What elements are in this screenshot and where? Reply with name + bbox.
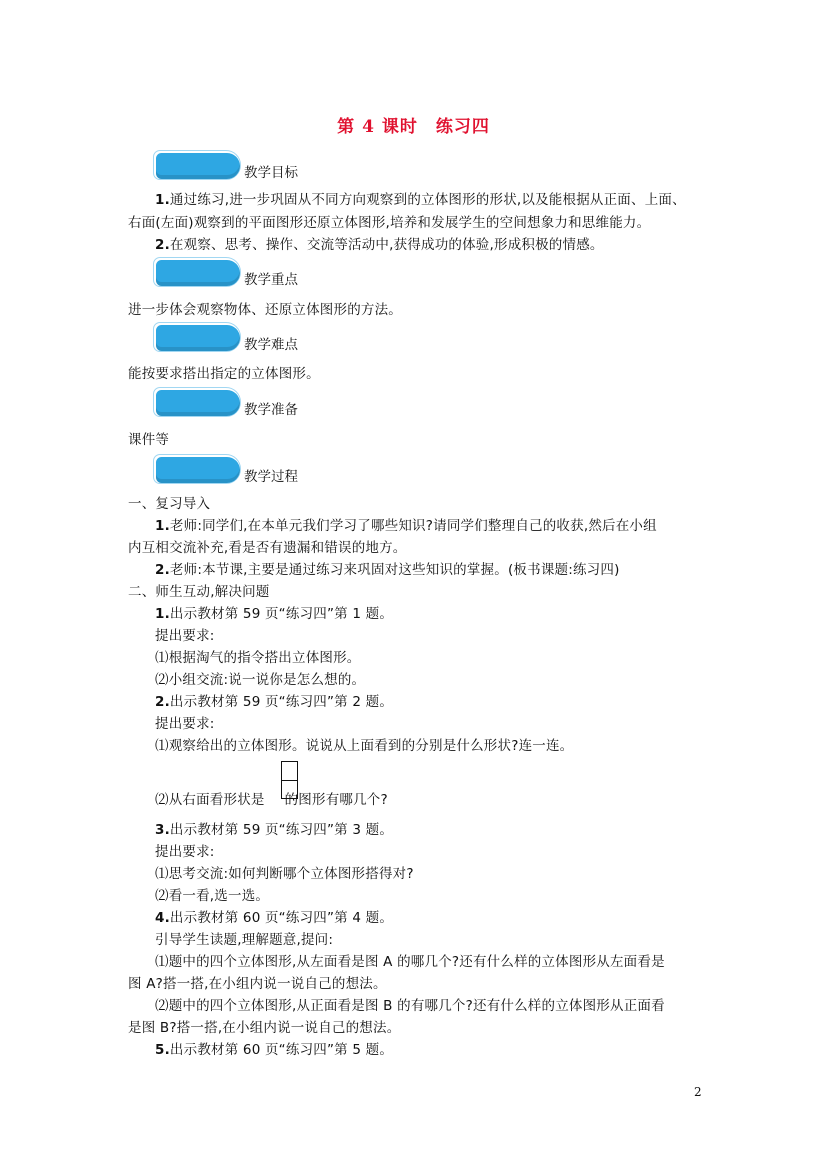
- paragraph-line: ⑵小组交流:说一说你是怎么想的。: [155, 672, 366, 688]
- paragraph-line: 2.在观察、思考、操作、交流等活动中,获得成功的体验,形成积极的情感。: [155, 237, 604, 253]
- section-label: 教学重点: [244, 272, 298, 288]
- paragraph-line: ⑴思考交流:如何判断哪个立体图形搭得对?: [155, 866, 414, 882]
- paragraph-line: 引导学生读题,理解题意,提问:: [155, 932, 334, 948]
- section-tab-decoration: [156, 457, 240, 483]
- paragraph-line: 1.通过练习,进一步巩固从不同方向观察到的立体图形的形状,以及能根据从正面、上面、: [155, 192, 686, 208]
- paragraph-line: ⑵题中的四个立体图形,从正面看是图 B 的有哪几个?还有什么样的立体图形从正面看: [155, 998, 665, 1014]
- paragraph-line: 5.出示教材第 60 页“练习四”第 5 题。: [155, 1042, 394, 1058]
- paragraph-line: 1.出示教材第 59 页“练习四”第 1 题。: [155, 606, 394, 622]
- paragraph-line: 提出要求:: [155, 844, 215, 860]
- paragraph-line: ⑴根据淘气的指令搭出立体图形。: [155, 650, 361, 666]
- section-tab-decoration: [156, 325, 240, 351]
- subheading: 一、复习导入: [128, 496, 211, 512]
- paragraph-line: ⑴观察给出的立体图形。说说从上面看到的分别是什么形状?连一连。: [155, 738, 574, 754]
- paragraph-line: 4.出示教材第 60 页“练习四”第 4 题。: [155, 910, 394, 926]
- paragraph-line: 2.老师:本节课,主要是通过练习来巩固对这些知识的掌握。(板书课题:练习四): [155, 562, 620, 578]
- section-label: 教学目标: [244, 165, 298, 181]
- paragraph-line: 是图 B?搭一搭,在小组内说一说自己的想法。: [128, 1020, 401, 1036]
- page-number: 2: [694, 1085, 702, 1099]
- paragraph-line: ⑵看一看,选一选。: [155, 888, 270, 904]
- page-title: 第 4 课时 练习四: [337, 117, 490, 137]
- section-label: 教学准备: [244, 402, 298, 418]
- paragraph-line: 提出要求:: [155, 716, 215, 732]
- section-tab-decoration: [156, 153, 240, 179]
- paragraph-line: 课件等: [128, 432, 170, 448]
- section-label: 教学难点: [244, 337, 298, 353]
- section-tab-decoration: [156, 260, 240, 286]
- paragraph-line: 右面(左面)观察到的平面图形还原立体图形,培养和发展学生的空间想象力和思维能力。: [128, 215, 651, 231]
- subheading: 二、师生互动,解决问题: [128, 584, 270, 600]
- paragraph-line: 内互相交流补充,看是否有遗漏和错误的地方。: [128, 540, 407, 556]
- paragraph-line: 能按要求搭出指定的立体图形。: [128, 366, 320, 382]
- paragraph-line: 2.出示教材第 59 页“练习四”第 2 题。: [155, 694, 394, 710]
- paragraph-line: 3.出示教材第 59 页“练习四”第 3 题。: [155, 822, 394, 838]
- paragraph-line: 提出要求:: [155, 628, 215, 644]
- paragraph-line: 图 A?搭一搭,在小组内说一说自己的想法。: [128, 976, 387, 992]
- two-square-shape-icon: [281, 761, 298, 799]
- paragraph-line: ⑴题中的四个立体图形,从左面看是图 A 的哪几个?还有什么样的立体图形从左面看是: [155, 954, 665, 970]
- section-tab-decoration: [156, 390, 240, 416]
- paragraph-line: 1.老师:同学们,在本单元我们学习了哪些知识?请同学们整理自己的收获,然后在小组: [155, 518, 657, 534]
- section-label: 教学过程: [244, 469, 298, 485]
- paragraph-line: 进一步体会观察物体、还原立体图形的方法。: [128, 302, 402, 318]
- paragraph-line: ⑵从右面看形状是 的图形有哪几个?: [155, 792, 388, 808]
